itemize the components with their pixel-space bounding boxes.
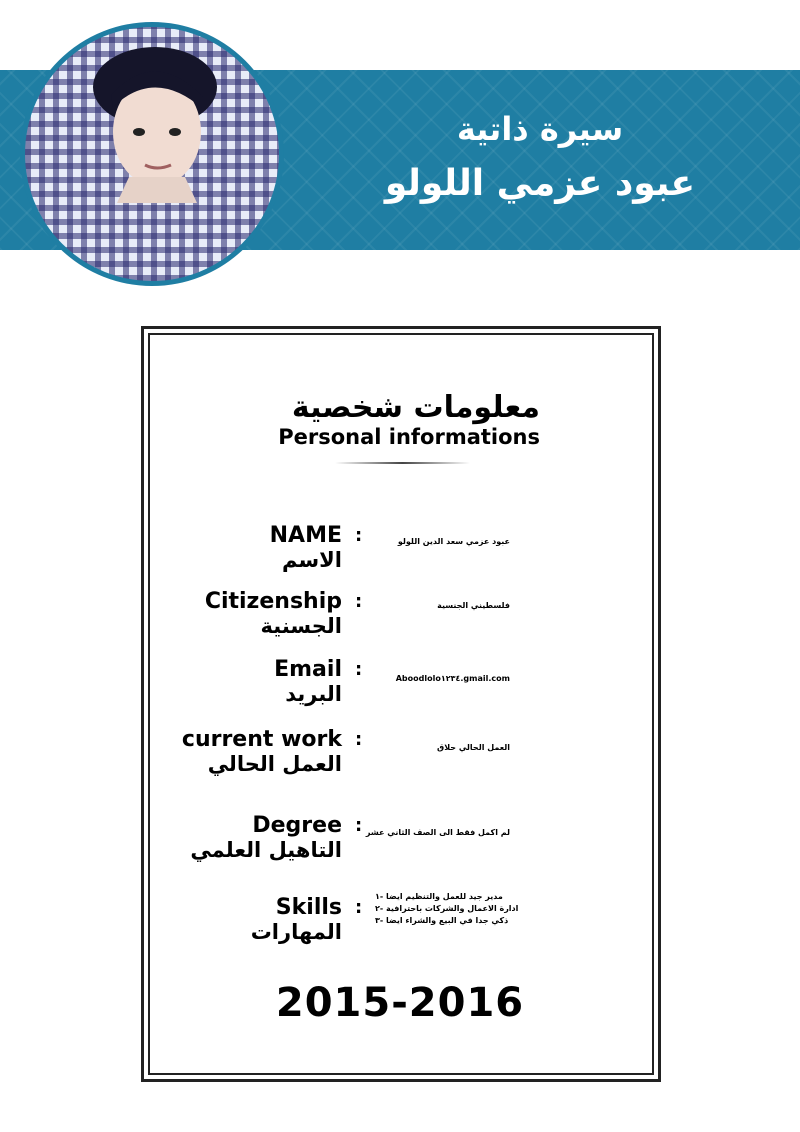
field-label-ar: الاسم — [282, 548, 342, 572]
field-value: العمل الحالي حلاق — [437, 743, 510, 752]
person-icon — [25, 27, 279, 281]
profile-photo — [20, 22, 284, 286]
skill-item: مدير جيد للعمل والتنظيم ايضا -١ — [375, 892, 503, 901]
field-row-skills — [150, 892, 690, 975]
field-label-ar: البريد — [285, 682, 342, 706]
colon: : — [355, 659, 363, 680]
field-label-en: Degree — [252, 813, 342, 838]
person-name-title: عبود عزمي اللولو — [384, 163, 696, 204]
field-label-ar: المهارات — [250, 920, 342, 944]
field-label-en: Email — [274, 657, 342, 682]
colon: : — [355, 815, 363, 836]
field-row-current-work — [150, 727, 690, 807]
skills-list — [375, 891, 535, 927]
year-range: 2015-2016 — [275, 980, 525, 1026]
field-label-ar: العمل الحالي — [207, 752, 342, 776]
cv-title: سيرة ذاتية — [456, 110, 624, 148]
field-label-en: NAME — [269, 523, 342, 548]
colon: : — [355, 591, 363, 612]
colon: : — [355, 525, 363, 546]
field-label-en: current work — [181, 727, 342, 752]
field-value: عبود عزمي سعد الدين اللولو — [397, 537, 510, 546]
field-label-en: Citizenship — [204, 589, 342, 614]
section-title-ar: معلومات شخصية — [291, 390, 540, 425]
colon: : — [355, 729, 363, 750]
field-row-degree — [150, 813, 690, 893]
section-divider — [335, 462, 470, 464]
field-label-en: Skills — [275, 895, 342, 920]
skill-item: ذكي جدا في البيع والشراء ايضا -٣ — [375, 916, 509, 925]
field-row-email — [150, 657, 690, 737]
colon: : — [355, 897, 363, 918]
field-label-ar: التاهيل العلمي — [190, 838, 342, 862]
field-label-ar: الجسنية — [260, 614, 342, 638]
field-value: فلسطيني الجنسية — [437, 601, 510, 610]
field-value: لم اكمل فقط الى الصف الثاني عشر — [365, 828, 510, 837]
field-value-email: Aboodlolo١٢٣٤.gmail.com — [395, 674, 510, 683]
section-title-en: Personal informations — [278, 425, 540, 449]
skill-item: ادارة الاعمال والشركات باحترافية -٢ — [375, 904, 519, 913]
